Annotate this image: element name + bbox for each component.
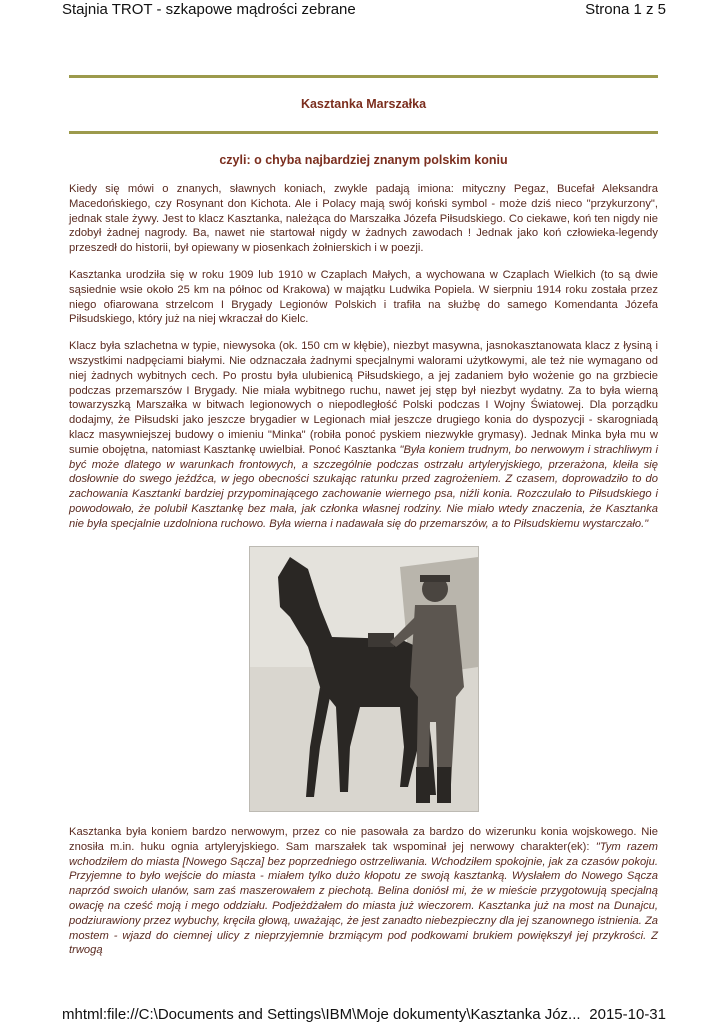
paragraph-nervous-character-quote: "Tym razem wchodziłem do miasta [Nowego Sącza] bez poprzedniego ostrzeliwania. Wchodziłem spokojnie, jak za czasów pokoju. Przyjemne to było wejście do miasta - miałem tylko dużo kłopotu ze swoją kasztanką. Wysłałem do Nowego Sącza naprzód swoich ułanów, sam zaś maszerowałem z piechotą. Belina doniósł mi, że w mieście przygotowują specjalną owację na cześć moją i mego oddziału. Podjeżdżałem do miasta już wieczorem. Kasztanka już na most na Dunajcu, podziurawiony przez wybuchy, kręciła głową, uważając, że jest zanadto niebezpieczny dla jej szanownego istnienia. Za mostem - wjazd do ciemnej ulicy z nieprzyjemnie brzmiącym pod podkowami brukiem powiększył jej przykrości. Z trwogą (69, 840, 658, 957)
article-subtitle: czyli: o chyba najbardziej znanym polskim koniu (219, 153, 508, 167)
footer-date: 2015-10-31 (589, 1006, 666, 1023)
top-divider (69, 75, 658, 78)
article-body (69, 182, 658, 544)
paragraph-description (69, 339, 658, 531)
article-body-continued (69, 825, 658, 958)
paragraph-intro: Kiedy się mówi o znanych, sławnych koniach, zwykle padają imiona: mityczny Pegaz, Bucefał Aleksandra Macedońskiego, czy Rosynant don Kichota. Ale i Polacy mają swój koński symbol - może dziś nieco "przykurzony", jednak stale żywy. Jest to klacz Kasztanka, należąca do Marszałka Józefa Piłsudskiego. Co ciekawe, koń ten nigdy nie zdobył żadnej nagrody. Ba, nawet nie startował nigdy w żadnych zawodach ! Jednak jako koń człowieka-legendy przeszedł do historii, był opiewany w piosenkach żołnierskich i w poezji. (69, 183, 658, 255)
page-footer (62, 1006, 666, 1026)
paragraph-description-quote: "Była koniem trudnym, bo nerwowym i strachliwym i być może dlatego w warunkach frontowych, a szczególnie podczas ostrzału artyleryjskiego, przerażona, kleiła się dosłownie do swego jeźdźca, w jego obecności szukając ratunku przed zagrożeniem. Z czasem, doprowadziło to do zachowania Kasztanki bardziej przypominającego zachowanie wiernego psa, niźli konia. Rozczulało to Piłsudskiego i powodowało, że polubił Kasztankę bez mała, jak członka własnej rodziny. Nie miało wtedy znaczenia, że Kasztanka nie była specjalnie uzdolniona ruchowo. Była wierna i nadawała się do przemarszów, a to Piłsudskiemu wystarczało." (69, 443, 659, 530)
title-divider (69, 131, 658, 134)
header-site-title: Stajnia TROT - szkapowe mądrości zebrane (62, 1, 356, 18)
photo-illustration (250, 547, 478, 811)
header-page-number: Strona 1 z 5 (585, 1, 666, 18)
paragraph-nervous-character (69, 825, 658, 958)
paragraph-description-text: Klacz była szlachetna w typie, niewysoka (ok. 150 cm w kłębie), niezbyt masywna, jasnokasztanowata klacz z łysiną i wszystkimi nadpęciami białymi. Nie odznaczała żadnymi specjalnymi walorami użytkowymi, ale też nie wymagano od niej żadnych wybitnych cech. Po prostu była ulubienicą Piłsudskiego, a jej zadaniem było wożenie go na grzbiecie podczas przemarszów I Brygady. Nie miała wybitnego ruchu, nawet jej stęp był niezbyt wydatny. Za to była wierną towarzyszką Marszałka w bitwach legionowych o niepodległość Polski podczas I Wojny Światowej. Dla porządku dodajmy, że Piłsudski jako jeszcze brygadier w Legionach miał jeszcze drugiego konia do dyspozycji - skarogniadą klacz masywniejszej budowy o imieniu "Minka" (robiła ponoć pyskiem niezwykłe grymasy). Jednak Minka była mu w sumie obojętna, natomiast Kasztankę uwielbiał. Ponoć Kasztanka (69, 340, 658, 456)
paragraph-nervous-character-text: Kasztanka była koniem bardzo nerwowym, przez co nie pasowała za bardzo do wizerunku konia wojskowego. Nie znosiła m.in. huku ognia artyleryjskiego. Sam marszałek tak wspominał jej nerwowy charakter(ek): (69, 826, 658, 853)
page-header (62, 1, 666, 21)
historical-photo-horse-and-officer (249, 546, 479, 812)
footer-file-path: mhtml:file://C:\Documents and Settings\IBM\Moje dokumenty\Kasztanka Józ... (62, 1006, 581, 1023)
article-title: Kasztanka Marszałka (300, 97, 427, 111)
paragraph-origin: Kasztanka urodziła się w roku 1909 lub 1910 w Czaplach Małych, a wychowana w Czaplach Wielkich (to są dwie sąsiednie wsie około 25 km na północ od Krakowa) w majątku Ludwika Popiela. W sierpniu 1914 roku została przez niego ofiarowana strzelcom I Brygady Legionów Polskich i trafiła na służbę do samego Komendanta Józefa Piłsudskiego, który już na niej wkraczał do Kielc. (69, 268, 658, 326)
